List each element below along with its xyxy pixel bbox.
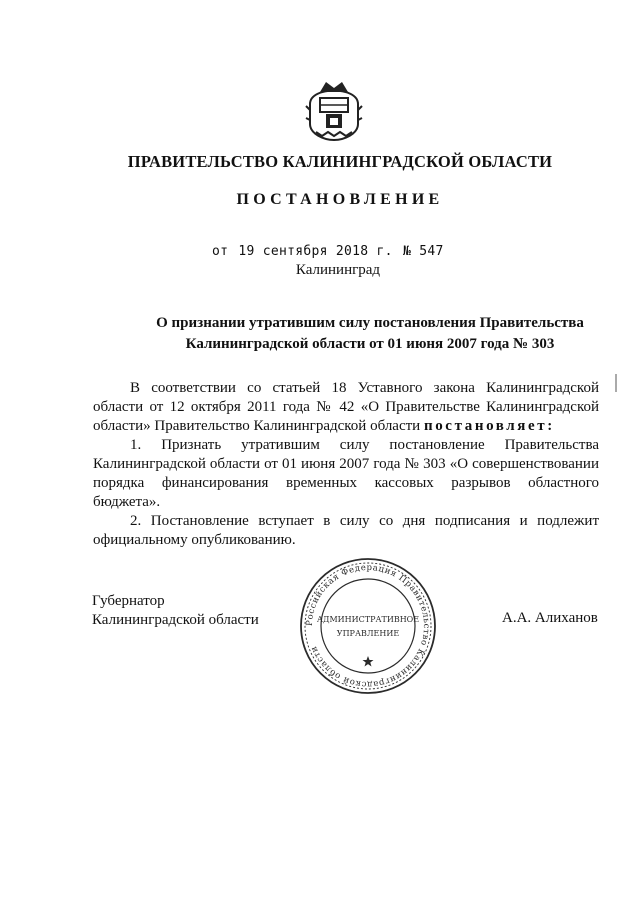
- signatory-position: [92, 592, 259, 630]
- document-date: 19 сентября 2018 г.: [238, 244, 393, 259]
- document-number: 547: [419, 244, 444, 259]
- city-name: Калининград: [295, 262, 381, 278]
- seal-outer-text: Российская Федерация Правительство Калининградской области: [304, 562, 432, 690]
- document-body: [93, 379, 599, 550]
- government-name: ПРАВИТЕЛЬСТВО КАЛИНИНГРАДСКОЙ ОБЛАСТИ: [127, 152, 553, 171]
- date-number-line: [212, 244, 444, 259]
- preamble-text: В соответствии со статьей 18 Уставного закона Калининградской области от 12 октября 2011 года № 42 «О Правительстве Калининградской области» Правительство Калининградской области: [93, 380, 599, 434]
- body-paragraph-item-2: 2. Постановление вступает в силу со дня подписания и подлежит официальному опубликованию.: [93, 513, 599, 548]
- decree-word: постановляет:: [423, 418, 555, 434]
- official-seal-stamp: [298, 556, 438, 696]
- coat-of-arms-icon: [300, 74, 368, 142]
- body-paragraph-item-1: 1. Признать утратившим силу постановление Правительства Калининградской области от 01 июня 2007 года № 303 «О совершенствовании порядка финансирования временных кассовых разрывов областного бюджета».: [93, 437, 599, 510]
- body-paragraph-preamble: [93, 379, 599, 436]
- seal-center-line-1: АДМИНИСТРАТИВНОЕ: [316, 615, 420, 624]
- date-prefix: от: [212, 244, 229, 259]
- seal-star-icon: [363, 656, 374, 667]
- subject-line-1: О признании утратившим силу постановления Правительства: [156, 315, 584, 331]
- position-line-2: Калининградской области: [92, 612, 259, 628]
- position-line-1: Губернатор: [92, 593, 165, 609]
- signatory-name: А.А. Алиханов: [502, 610, 598, 626]
- document-subject: [60, 313, 640, 355]
- svg-text:Российская Федерация Правитель: [305, 563, 431, 689]
- subject-line-2: Калининградской области от 01 июня 2007 года № 303: [185, 336, 555, 352]
- number-sign: №: [402, 244, 412, 259]
- scan-edge-mark: [614, 374, 618, 392]
- seal-center-line-2: УПРАВЛЕНИЕ: [336, 629, 400, 638]
- document-type-heading: ПОСТАНОВЛЕНИЕ: [236, 191, 444, 208]
